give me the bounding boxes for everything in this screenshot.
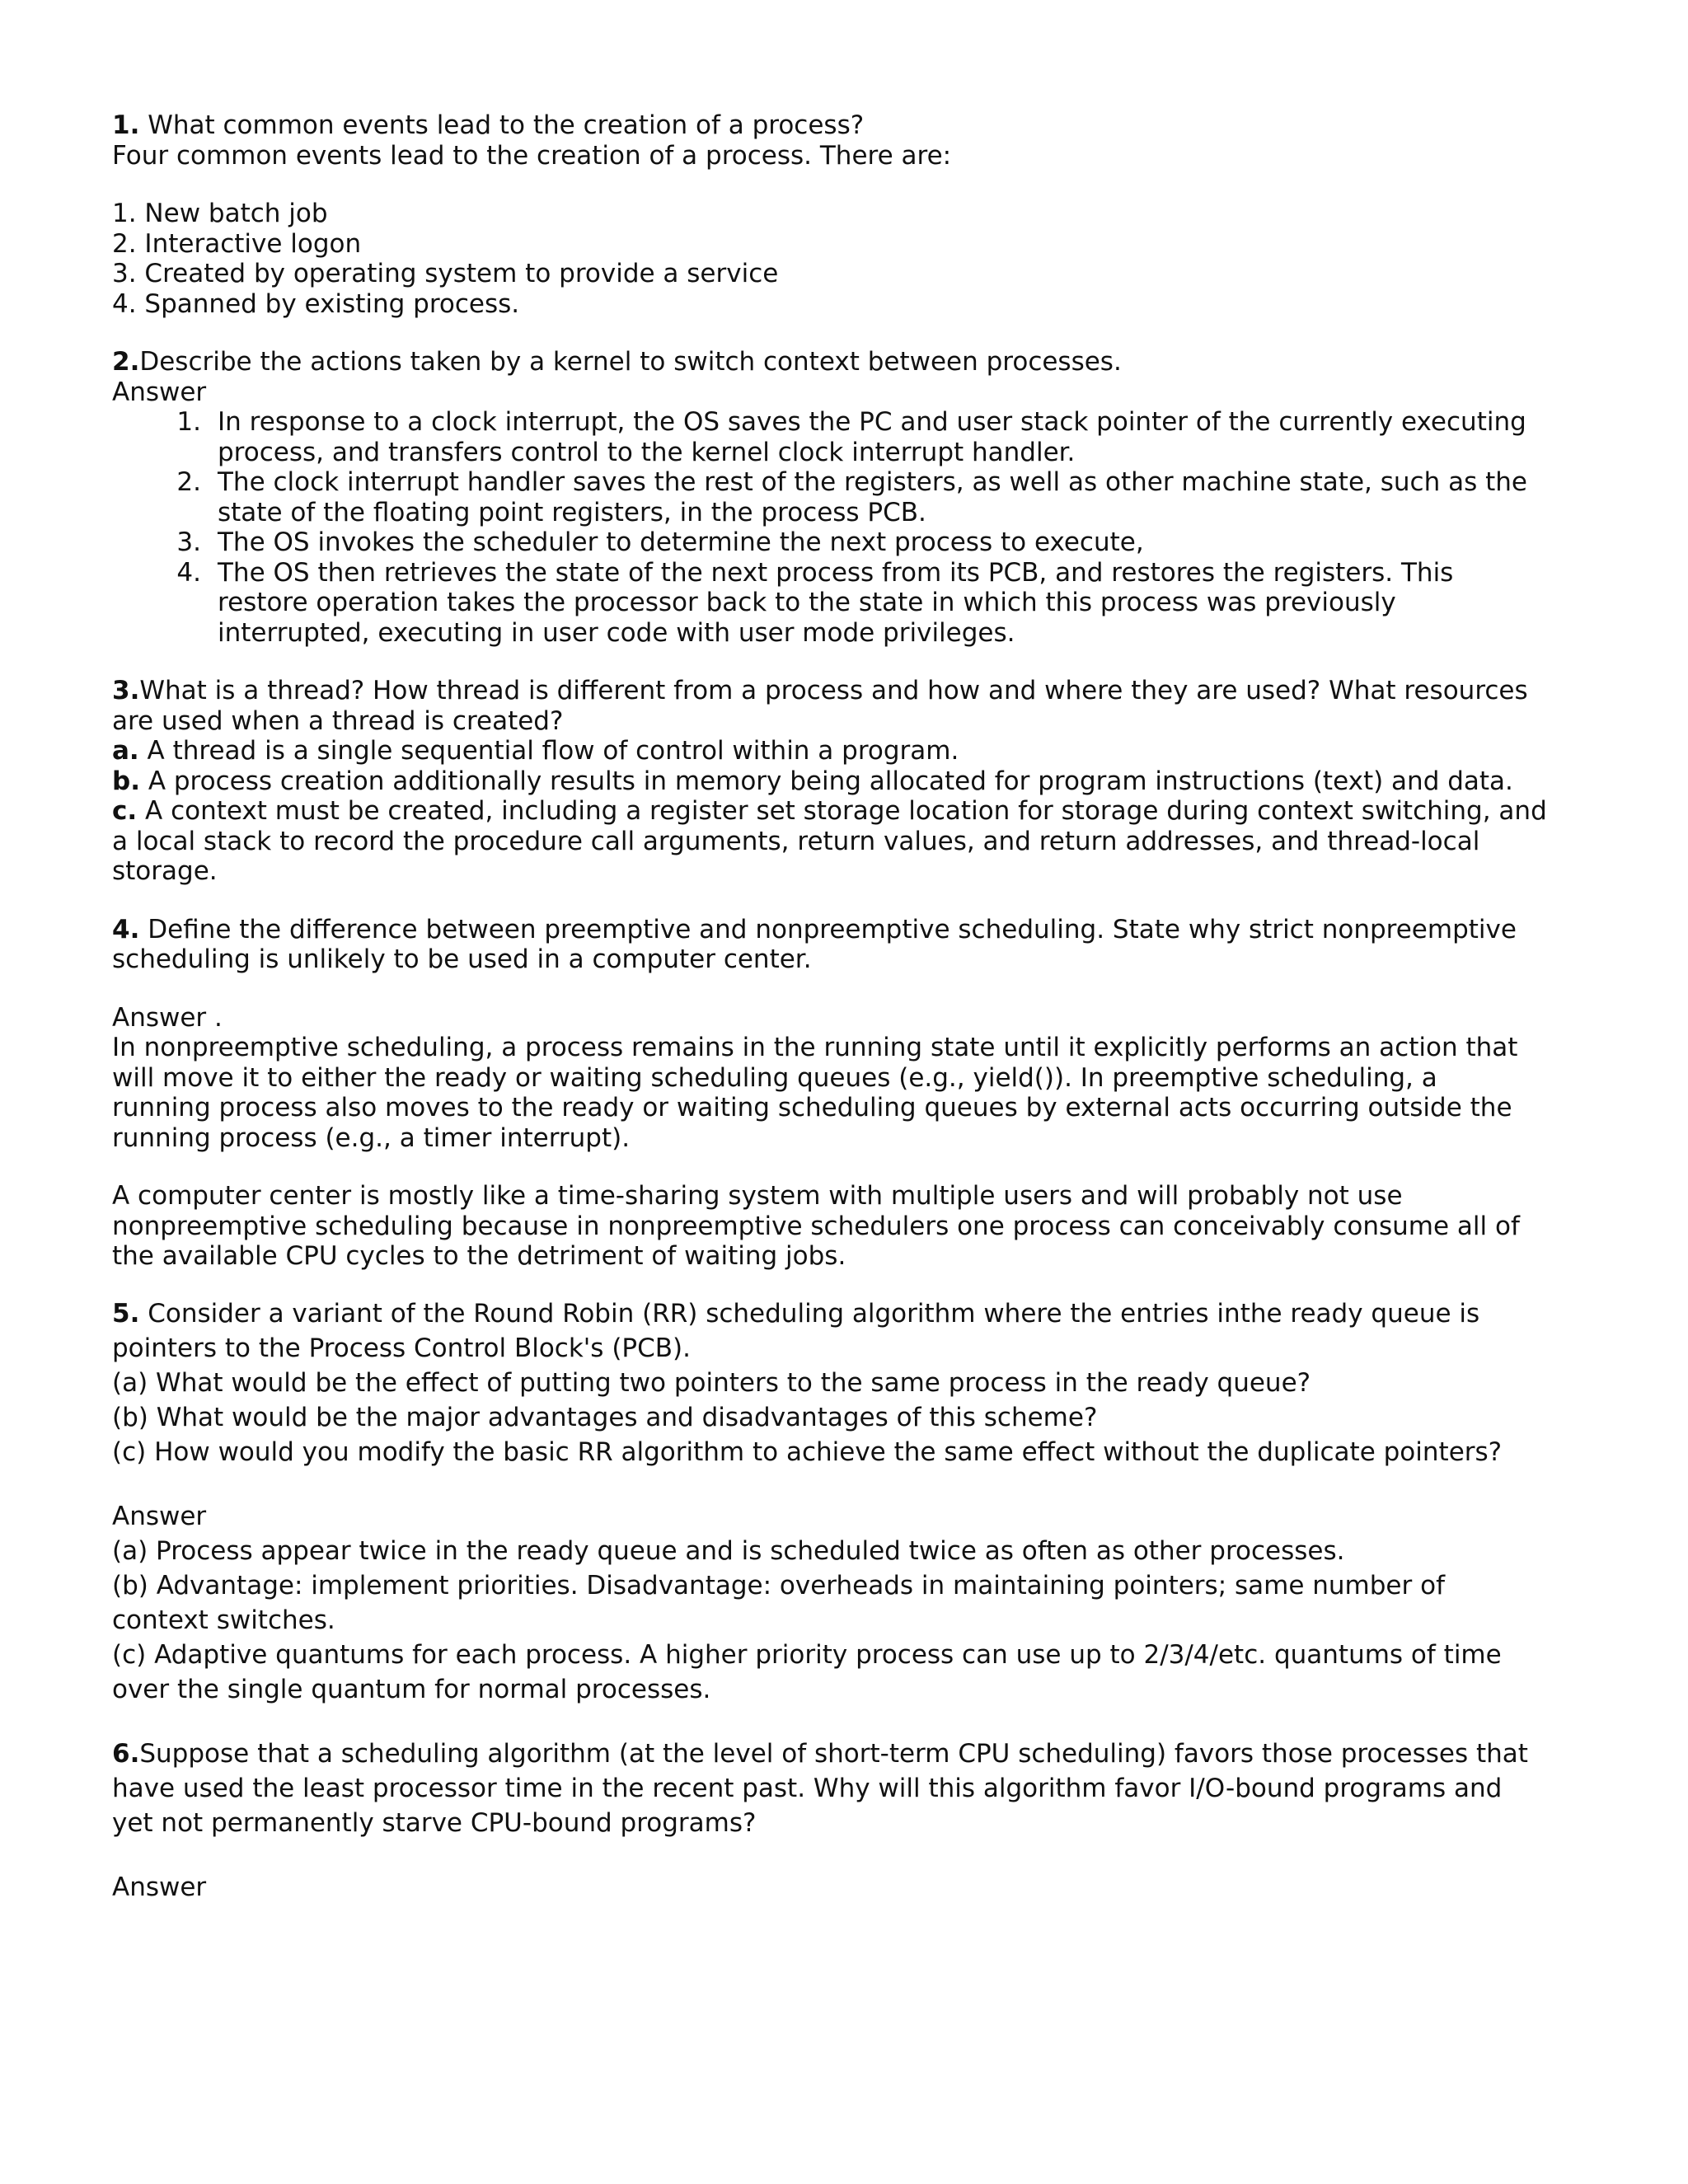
question-4-text: 4. Define the difference between preemptive and nonpreemptive scheduling. State why strict nonpreemptive <box>112 914 1517 944</box>
paragraph-line: running process also moves to the ready or waiting scheduling queues by external acts occurring outside the <box>112 1093 1512 1122</box>
question-2-text: 2.Describe the actions taken by a kernel to switch context between processes. <box>112 347 1122 377</box>
paragraph-line: will move it to either the ready or waiting scheduling queues (e.g., yield()). In preemptive scheduling, a <box>112 1062 1437 1093</box>
question-5-text: 5. Consider a variant of the Round Robin (RR) scheduling algorithm where the entries inthe ready queue is <box>112 1298 1480 1329</box>
question-4: 4. Define the difference between preemptive and nonpreemptive scheduling. State why strict nonpreemptive scheduling is unlikely to be used in a computer center. Answer . In nonpreemptive scheduling, a process remains in the running state until it explicitly performs an action that will move it to either the ready or waiting scheduling queues (e.g., yield()). In preemptive scheduling, a running process also moves to the ready or waiting scheduling queues by external acts occurring outside the running process (e.g., a timer interrupt). A computer center is mostly like a time-sharing system with multiple users and will probably not use nonpreemptive scheduling because in nonpreemptive schedulers one process can conceivably consume all of the available CPU cycles to the detriment of waiting jobs. <box>112 915 1530 1272</box>
answer-line: (a) Process appear twice in the ready queue and is scheduled twice as often as other processes. <box>112 1535 1345 1566</box>
question-1-number: 1. <box>112 110 140 140</box>
question-2 <box>112 347 1530 648</box>
answer-a: a. A thread is a single sequential flow of control within a program. <box>112 736 959 766</box>
answer-line: (c) Adaptive quantums for each process. A higher priority process can use up to 2/3/4/etc. quantums of time <box>112 1639 1502 1670</box>
question-3-text: 3.What is a thread? How thread is different from a process and how and where they are used? What resources <box>112 676 1528 705</box>
paragraph-line: the available CPU cycles to the detriment of waiting jobs. <box>112 1241 846 1271</box>
question-1-text: 1. What common events lead to the creation of a process? <box>112 110 865 140</box>
list-item: 4. Spanned by existing process. <box>112 288 520 319</box>
question-6-text: 6.Suppose that a scheduling algorithm (at the level of short-term CPU scheduling) favors those processes that <box>112 1738 1528 1769</box>
question-1-intro: Four common events lead to the creation of a process. There are: <box>112 140 952 171</box>
list-item: 1. In response to a clock interrupt, the OS saves the PC and user stack pointer of the currently executing process, and transfers control to the kernel clock interrupt handler. <box>176 407 1526 467</box>
sub-question: (c) How would you modify the basic RR algorithm to achieve the same effect without the duplicate pointers? <box>112 1436 1503 1467</box>
question-6: 6.Suppose that a scheduling algorithm (at the level of short-term CPU scheduling) favors those processes that have used the least processor time in the recent past. Why will this algorithm favor I/O-bound programs and yet not permanently starve CPU-bound programs? Answer <box>112 1736 1530 1905</box>
answer-label: Answer <box>112 377 207 407</box>
ordered-list <box>112 407 1530 648</box>
sub-question: (b) What would be the major advantages and disadvantages of this scheme? <box>112 1402 1098 1432</box>
answer-label: Answer <box>112 1501 207 1531</box>
list-item: 1. New batch job <box>112 199 328 228</box>
question-3-number: 3. <box>112 676 140 705</box>
question-5: 5. Consider a variant of the Round Robin (RR) scheduling algorithm where the entries inthe ready queue is pointers to the Process Control Block's (PCB). (a) What would be the effect of putting two pointers to the same process in the ready queue? (b) What would be the major advantages and disadvantages of this scheme? (c) How would you modify the basic RR algorithm to achieve the same effect without the duplicate pointers? Answer (a) Process appear twice in the ready queue and is scheduled twice as often as other processes. (b) Advantage: implement priorities. Disadvantage: overheads in maintaining pointers; same number of context switches. (c) Adaptive quantums for each process. A higher priority process can use up to 2/3/4/etc. quantums of time over the single quantum for normal processes. <box>112 1296 1530 1707</box>
answer-line: over the single quantum for normal processes. <box>112 1674 711 1704</box>
answer-line: context switches. <box>112 1605 335 1635</box>
question-3: 3.What is a thread? How thread is different from a process and how and where they are used? What resources are used when a thread is created? a. A thread is a single sequential flow of control within a program. b. A process creation additionally results in memory being allocated for program instructions (text) and data. c. A context must be created, including a register set storage location for storage during context switching, and a local stack to record the procedure call arguments, return values, and return addresses, and thread-local storage. <box>112 676 1547 886</box>
paragraph-line: A computer center is mostly like a time-sharing system with multiple users and will probably not use <box>112 1181 1403 1211</box>
answer-line: (b) Advantage: implement priorities. Disadvantage: overheads in maintaining pointers; same number of <box>112 1570 1445 1601</box>
answer-b: b. A process creation additionally results in memory being allocated for program instructions (text) and data. <box>112 766 1513 796</box>
question-4-number: 4. <box>112 914 140 944</box>
sub-question: (a) What would be the effect of putting two pointers to the same process in the ready queue? <box>112 1367 1311 1398</box>
paragraph-line: In nonpreemptive scheduling, a process remains in the running state until it explicitly performs an action that <box>112 1033 1518 1062</box>
question-1 <box>112 110 1530 319</box>
question-6-number: 6. <box>112 1738 140 1769</box>
list-item: 2. The clock interrupt handler saves the rest of the registers, as well as other machine state, such as the state of the floating point registers, in the process PCB. <box>176 467 1527 527</box>
list-item: 4. The OS then retrieves the state of the next process from its PCB, and restores the registers. This restore operation takes the processor back to the state in which this process was previously interrupted, executing in user code with user mode privileges. <box>176 557 1454 648</box>
question-2-number: 2. <box>112 347 140 377</box>
list-item: 2. Interactive logon <box>112 228 362 259</box>
answer-c: c. A context must be created, including a register set storage location for storage during context switching, and <box>112 796 1547 826</box>
list-item: 3. Created by operating system to provide a service <box>112 259 779 288</box>
paragraph-line: running process (e.g., a timer interrupt). <box>112 1122 631 1153</box>
answer-label: Answer . <box>112 1002 223 1033</box>
list-item: 3. The OS invokes the scheduler to determine the next process to execute, <box>176 527 1144 557</box>
answer-label: Answer <box>112 1872 207 1902</box>
paragraph-line: nonpreemptive scheduling because in nonpreemptive schedulers one process can conceivably consume all of <box>112 1211 1520 1241</box>
question-5-number: 5. <box>112 1298 140 1329</box>
document-page <box>112 110 1547 1905</box>
